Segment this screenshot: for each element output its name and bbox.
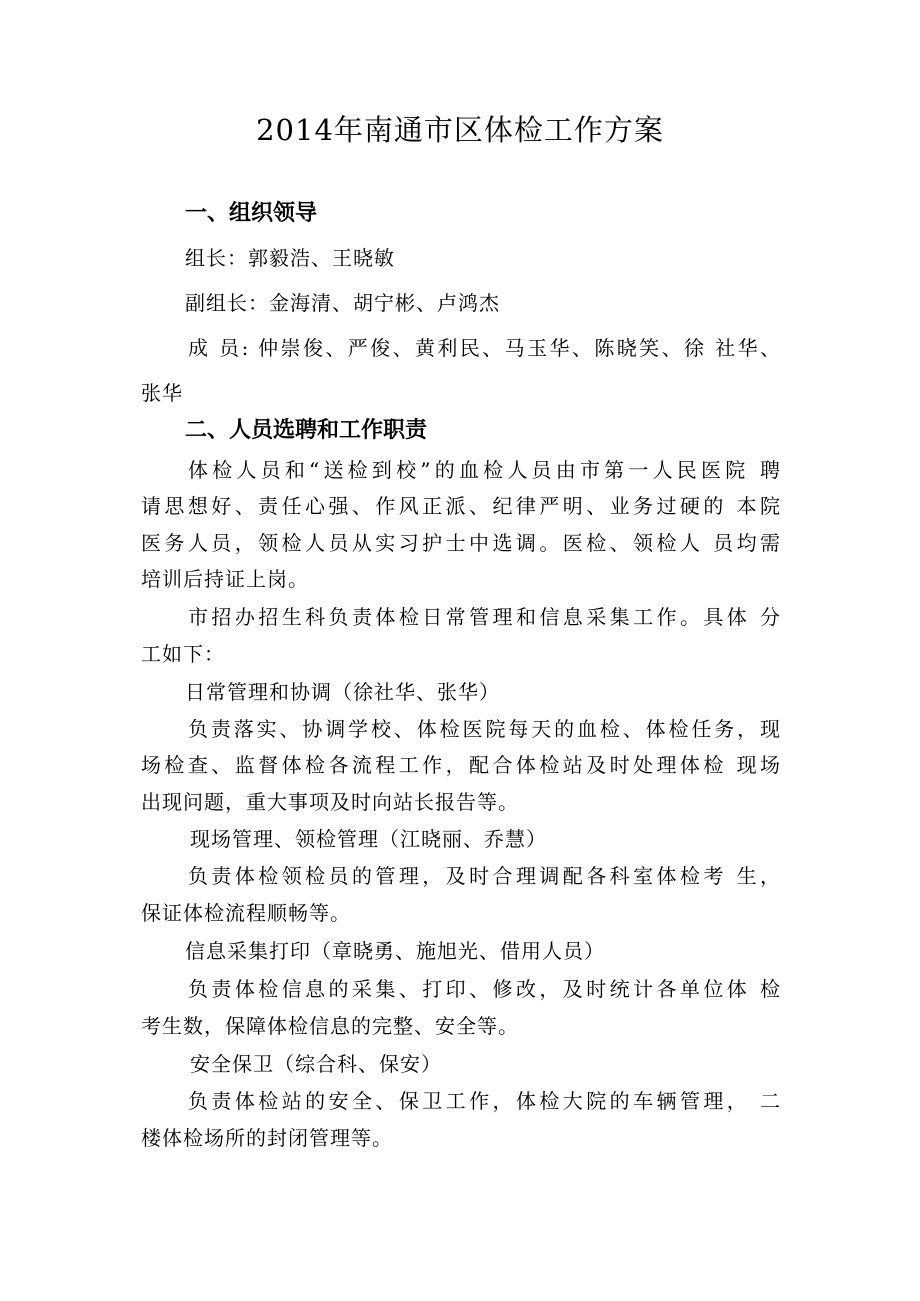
paragraph-line: 体检人员和“送检到校”的血检人员由市第一人民医院 聘 [188,458,781,482]
members-line-continued: 张华 [141,381,183,405]
paragraph-line: 楼体检场所的封闭管理等。 [141,1126,393,1150]
paragraph-line: 负责体检信息的采集、打印、修改，及时统计各单位体 检 [188,977,781,1001]
paragraph-line: 工如下： [141,642,225,666]
paragraph-line: 考生数，保障体检信息的完整、安全等。 [141,1014,519,1038]
paragraph-line: 负责落实、协调学校、体检医院每天的血检、体检任务，现 [188,717,781,741]
leader-line: 组长：郭毅浩、王晓敏 [185,246,395,270]
task-title-security: 安全保卫（综合科、保安） [190,1052,442,1076]
paragraph-line: 医务人员，领检人员从实习护士中选调。医检、领检人 员均需 [141,531,781,555]
document-title: 2014年南通市区体检工作方案 [256,113,664,147]
paragraph-line: 负责体检站的安全、保卫工作，体检大院的车辆管理， 二 [188,1089,781,1113]
paragraph-line: 培训后持证上岗。 [141,567,309,591]
paragraph-line: 负责体检领检员的管理，及时合理调配各科室体检考 生， [188,864,781,888]
task-title-site-management: 现场管理、领检管理（江晓丽、乔慧） [190,827,547,851]
paragraph-line: 保证体检流程顺畅等。 [141,901,351,925]
paragraph-line: 场检查、监督体检各流程工作，配合体检站及时处理体检 现场 [141,753,781,777]
paragraph-line: 出现问题，重大事项及时向站长报告等。 [141,790,519,814]
task-title-daily-management: 日常管理和协调（徐社华、张华） [185,680,500,704]
members-line: 成 员: 仲崇俊、严俊、黄利民、马玉华、陈晓笑、徐 社华、 [188,336,781,360]
section-heading-organization: 一、组织领导 [185,201,318,226]
paragraph-line: 市招办招生科负责体检日常管理和信息采集工作。具体 分 [188,605,781,629]
paragraph-line: 请思想好、责任心强、作风正派、纪律严明、业务过硬的 本院 [141,494,781,518]
deputy-leader-line: 副组长：金海清、胡宁彬、卢鸿杰 [185,291,500,315]
task-title-info-collection: 信息采集打印（章晓勇、施旭光、借用人员） [185,939,605,963]
section-heading-personnel: 二、人员选聘和工作职责 [185,418,428,443]
